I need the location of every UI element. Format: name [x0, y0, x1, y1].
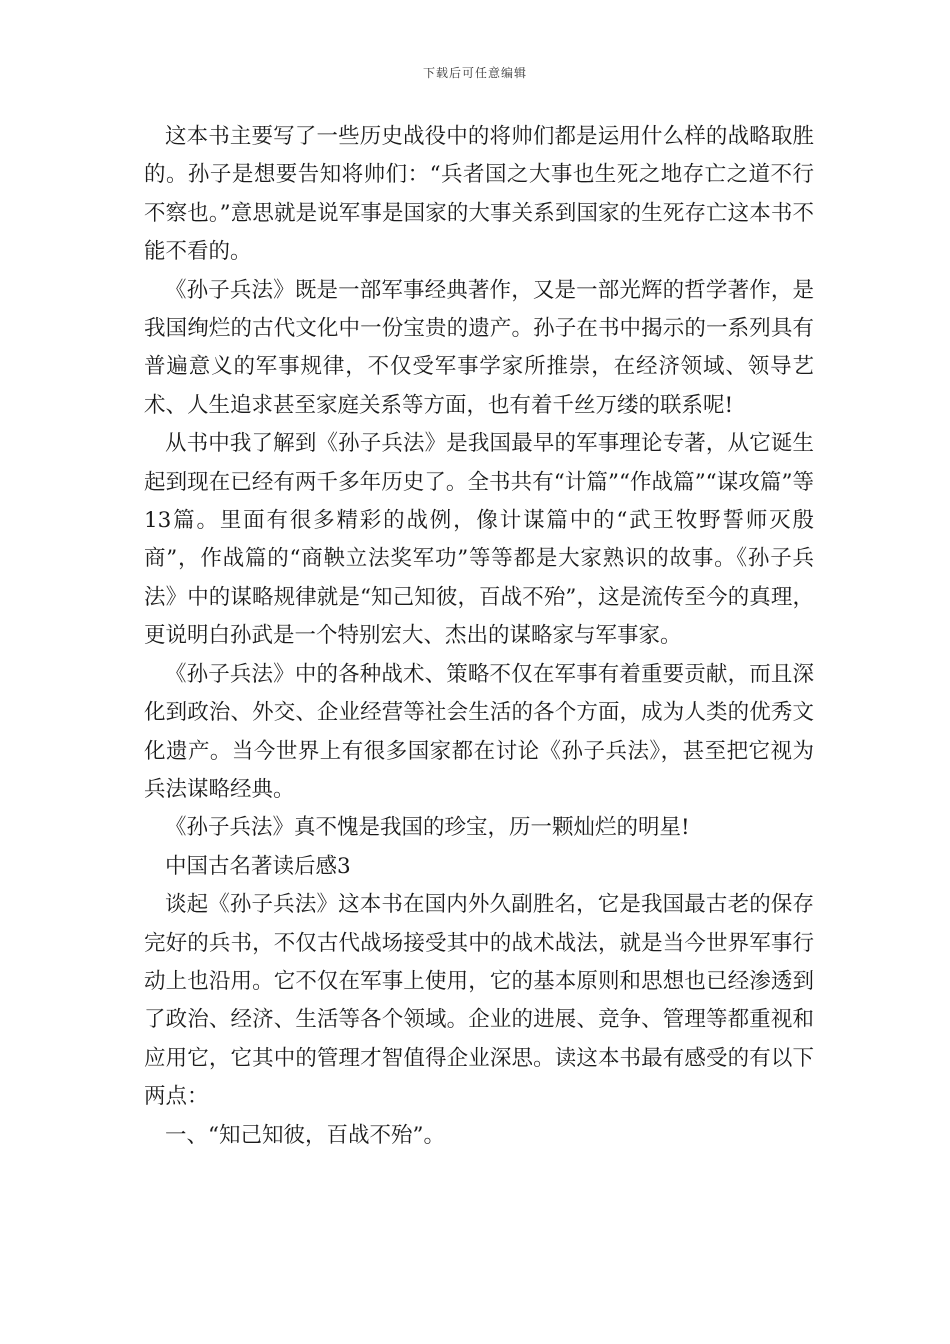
paragraph: 这本书主要写了一些历史战役中的将帅们都是运用什么样的战略取胜的。孙子是想要告知将帅们：“兵者国之大事也生死之地存亡之道不行不察也。”意思就是说军事是国家的大事关系到国家的生死存亡这本书不能不看的。 [144, 124, 814, 265]
section-heading: 中国古名著读后感3 [165, 853, 351, 879]
paragraph: 从书中我了解到《孙子兵法》是我国最早的军事理论专著，从它诞生起到现在已经有两千多年历史了。全书共有“计篇”“作战篇”“谋攻篇”等13篇。里面有很多精彩的战例，像计谋篇中的“武王牧野誓师灭殷商”，作战篇的“商鞅立法奖军功”等等都是大家熟识的故事。《孙子兵法》中的谋略规律就是“知己知彼，百战不殆”，这是流传至今的真理，更说明白孙武是一个特别宏大、杰出的谋略家与军事家。 [144, 431, 814, 649]
paragraph: 《孙子兵法》既是一部军事经典著作，又是一部光辉的哲学著作，是我国绚烂的古代文化中一份宝贵的遗产。孙子在书中揭示的一系列具有普遍意义的军事规律，不仅受军事学家所推崇，在经济领域、领导艺术、人生追求甚至家庭关系等方面，也有着千丝万缕的联系呢! [144, 277, 814, 418]
paragraph: 《孙子兵法》中的各种战术、策略不仅在军事有着重要贡献，而且深化到政治、外交、企业经营等社会生活的各个方面，成为人类的优秀文化遗产。当今世界上有很多国家都在讨论《孙子兵法》，甚至把它视为兵法谋略经典。 [144, 661, 814, 802]
page-header: 下载后可任意编辑 [422, 66, 527, 80]
list-item: 一、“知己知彼，百战不殆”。 [165, 1122, 445, 1148]
document-body [144, 118, 814, 1155]
paragraph: 《孙子兵法》真不愧是我国的珍宝，历一颗灿烂的明星! [165, 815, 690, 841]
paragraph: 谈起《孙子兵法》这本书在国内外久副胜名，它是我国最古老的保存完好的兵书，不仅古代战场接受其中的战术战法，就是当今世界军事行动上也沿用。它不仅在军事上使用，它的基本原则和思想也已经渗透到了政治、经济、生活等各个领域。企业的进展、竞争、管理等都重视和应用它，它其中的管理才智值得企业深思。读这本书最有感受的有以下两点： [144, 892, 814, 1110]
